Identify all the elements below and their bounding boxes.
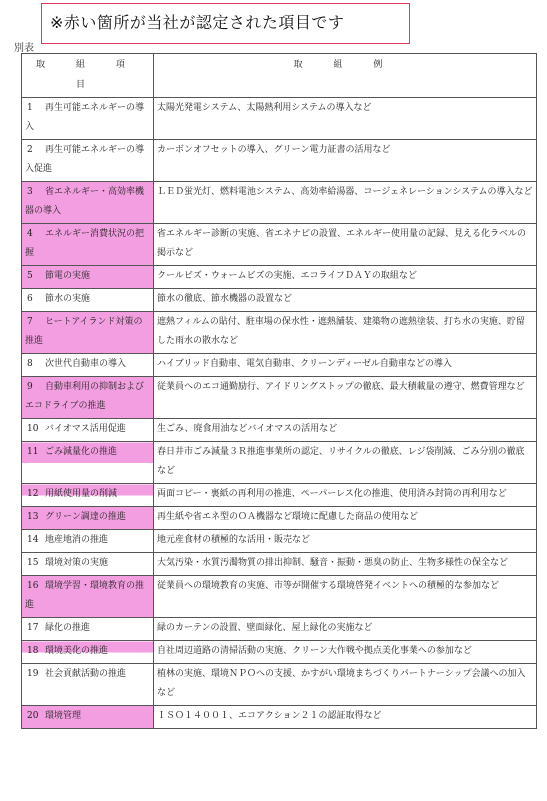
example-cell: 生ごみ、廃食用油などバイオマスの活用など xyxy=(154,419,537,442)
table-header-row xyxy=(22,54,537,98)
item-number: 3 xyxy=(27,187,33,197)
example-cell: クールビズ・ウォームビズの実施、エコライフＤＡＹの取組など xyxy=(154,266,537,289)
item-number: 19 xyxy=(27,669,39,679)
example-cell: 緑のカーテンの設置、壁面緑化、屋上緑化の実施など xyxy=(154,618,537,641)
item-number: 1 xyxy=(27,103,33,113)
table-row xyxy=(22,576,537,618)
example-cell: カーボンオフセットの導入、グリーン電力証書の活用など xyxy=(154,140,537,182)
item-label: グリーン調達の推進 xyxy=(45,512,126,522)
item-number: 20 xyxy=(27,711,39,721)
item-number: 7 xyxy=(27,317,33,327)
table-row xyxy=(22,618,537,641)
example-cell: 地元産食材の積極的な活用・販売など xyxy=(154,530,537,553)
table-row xyxy=(22,140,537,182)
item-label: 自動車利用の抑制およびエコドライブの推進 xyxy=(25,382,145,411)
example-cell: 太陽光発電システム、太陽熱利用システムの導入など xyxy=(154,98,537,140)
table-row xyxy=(22,224,537,266)
item-cell xyxy=(22,182,154,224)
item-label: 環境美化の推進 xyxy=(45,646,109,656)
table-row xyxy=(22,312,537,354)
item-number: 2 xyxy=(27,145,33,155)
item-cell xyxy=(22,507,154,530)
example-cell: 大気汚染・水質汚濁物質の排出抑制、騒音・振動・悪臭の防止、生物多様性の保全など xyxy=(154,553,537,576)
example-cell: ハイブリッド自動車、電気自動車、クリーンディーゼル自動車などの導入 xyxy=(154,354,537,377)
item-label: 緑化の推進 xyxy=(45,623,91,633)
item-number: 16 xyxy=(27,581,39,591)
item-number: 17 xyxy=(27,623,39,633)
table-row xyxy=(22,664,537,706)
item-label: 節水の実施 xyxy=(45,294,91,304)
item-number: 4 xyxy=(27,229,33,239)
item-number: 8 xyxy=(27,359,33,369)
table-row xyxy=(22,507,537,530)
table-row xyxy=(22,553,537,576)
example-cell: 遮熱フィルムの貼付、駐車場の保水性・遮熱舗装、建築物の遮熱塗装、打ち水の実施、貯留した雨水の散水など xyxy=(154,312,537,354)
item-number: 14 xyxy=(27,535,39,545)
item-cell xyxy=(22,98,154,140)
item-label: ごみ減量化の推進 xyxy=(45,447,118,457)
item-number: 11 xyxy=(27,447,39,457)
item-number: 10 xyxy=(27,424,39,434)
item-label: エネルギー消費状況の把握 xyxy=(25,229,145,258)
item-cell xyxy=(22,354,154,377)
item-number: 6 xyxy=(27,294,33,304)
item-cell xyxy=(22,266,154,289)
table-row xyxy=(22,289,537,312)
item-number: 5 xyxy=(27,271,33,281)
item-label: 環境管理 xyxy=(45,711,82,721)
table-row xyxy=(22,98,537,140)
table-row xyxy=(22,641,537,664)
table-row xyxy=(22,377,537,419)
item-number: 9 xyxy=(27,382,33,392)
item-label: 社会貢献活動の推進 xyxy=(45,669,127,679)
item-number: 18 xyxy=(27,646,39,656)
item-cell xyxy=(22,553,154,576)
item-cell xyxy=(22,530,154,553)
table-row xyxy=(22,419,537,442)
table-body xyxy=(22,98,537,729)
item-cell xyxy=(22,641,154,664)
item-label: 再生可能エネルギーの導入 xyxy=(25,103,145,132)
item-label: 地産地消の推進 xyxy=(45,535,109,545)
example-cell: 自社周辺道路の清掃活動の実施、クリーン大作戦や拠点美化事業への参加など xyxy=(154,641,537,664)
item-cell xyxy=(22,419,154,442)
item-label: 省エネルギー・高効率機器の導入 xyxy=(25,187,145,216)
item-label: ヒートアイランド対策の推進 xyxy=(25,317,143,346)
table-caption: 別表 xyxy=(14,43,34,54)
item-cell xyxy=(22,576,154,618)
item-label: 節電の実施 xyxy=(45,271,91,281)
item-cell xyxy=(22,442,154,484)
item-label: 環境対策の実施 xyxy=(45,558,109,568)
example-cell: ＩＳＯ１４００１、エコアクション２１の認証取得など xyxy=(154,706,537,729)
example-cell: 従業員への環境教育の実施、市等が開催する環境啓発イベントへの積極的な参加など xyxy=(154,576,537,618)
table-row xyxy=(22,484,537,507)
item-label: 用紙使用量の削減 xyxy=(45,489,118,499)
table-row xyxy=(22,354,537,377)
item-cell xyxy=(22,618,154,641)
example-cell: 両面コピー・裏紙の再利用の推進、ペーパーレス化の推進、使用済み封筒の再利用など xyxy=(154,484,537,507)
table-row xyxy=(22,182,537,224)
item-label: 再生可能エネルギーの導入促進 xyxy=(25,145,145,174)
example-cell: 節水の徹底、節水機器の設置など xyxy=(154,289,537,312)
example-cell: 省エネルギー診断の実施、省エネナビの設置、エネルギー使用量の記録、見える化ラベルの掲示など xyxy=(154,224,537,266)
item-cell xyxy=(22,224,154,266)
item-cell xyxy=(22,484,154,507)
table-row xyxy=(22,266,537,289)
item-cell xyxy=(22,289,154,312)
item-label: 次世代自動車の導入 xyxy=(45,359,127,369)
example-cell: ＬＥＤ蛍光灯、燃料電池システム、高効率給湯器、コージェネレーションシステムの導入など xyxy=(154,182,537,224)
item-number: 13 xyxy=(27,512,39,522)
example-cell: 従業員へのエコ通勤励行、アイドリングストップの徹底、最大積載量の遵守、燃費管理など xyxy=(154,377,537,419)
table-row xyxy=(22,442,537,484)
header-item: 取 組 項 目 xyxy=(22,54,154,98)
item-label: バイオマス活用促進 xyxy=(45,424,126,434)
item-cell xyxy=(22,664,154,706)
item-number: 15 xyxy=(27,558,39,568)
item-cell xyxy=(22,706,154,729)
item-cell xyxy=(22,140,154,182)
item-number: 12 xyxy=(27,489,39,499)
example-cell: 再生紙や省エネ型のＯＡ機器など環境に配慮した商品の使用など xyxy=(154,507,537,530)
example-cell: 春日井市ごみ減量３Ｒ推進事業所の認定、リサイクルの徹底、レジ袋削減、ごみ分別の徹底など xyxy=(154,442,537,484)
initiatives-table xyxy=(21,53,537,729)
notice-banner: ※赤い箇所が当社が認定された項目です xyxy=(41,3,410,44)
table-row xyxy=(22,706,537,729)
item-cell xyxy=(22,377,154,419)
example-cell: 植林の実施、環境ＮＰＯへの支援、かすがい環境まちづくりパートナーシップ会議への加入など xyxy=(154,664,537,706)
item-cell xyxy=(22,312,154,354)
item-label: 環境学習・環境教育の推進 xyxy=(25,581,145,610)
header-example: 取 組 例 xyxy=(154,54,537,98)
table-row xyxy=(22,530,537,553)
